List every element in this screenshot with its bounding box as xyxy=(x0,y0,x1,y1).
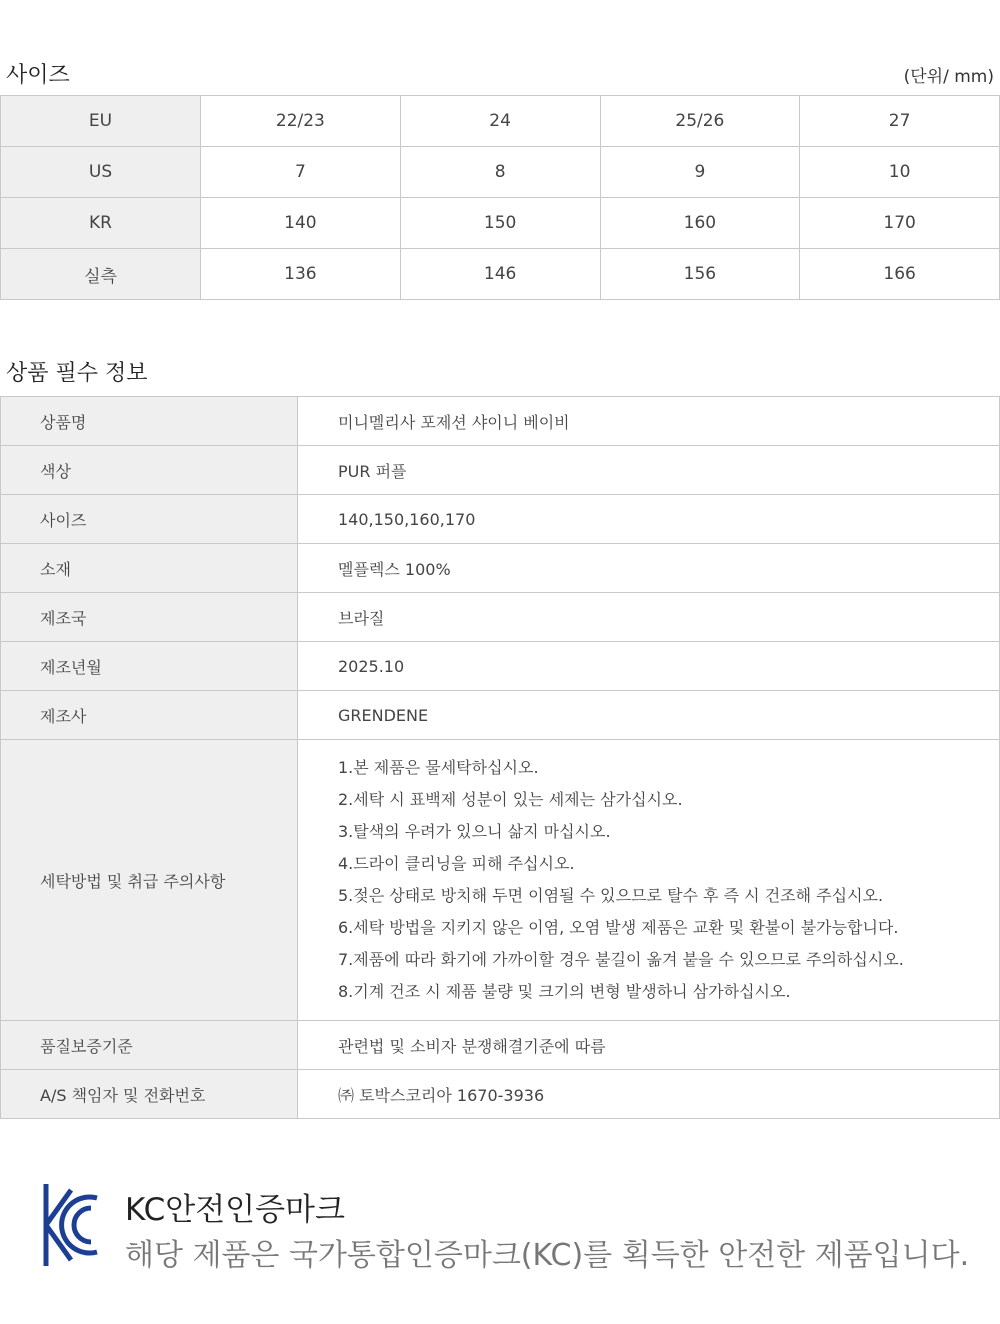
size-row xyxy=(1,96,1000,147)
info-row xyxy=(1,642,1000,691)
size-cell: 10 xyxy=(800,147,1000,198)
info-label: 사이즈 xyxy=(1,495,298,544)
size-unit-label: (단위/ mm) xyxy=(903,67,994,87)
care-instructions xyxy=(298,740,1000,1021)
size-table xyxy=(0,95,1000,300)
info-value: 미니멜리사 포제션 샤이니 베이비 xyxy=(298,397,1000,446)
info-label: 제조사 xyxy=(1,691,298,740)
care-item: 7.제품에 따라 화기에 가까이할 경우 불길이 옮겨 붙을 수 있으므로 주의하십시오. xyxy=(338,950,904,969)
size-cell: 136 xyxy=(201,249,401,300)
size-cell: 27 xyxy=(800,96,1000,147)
info-row xyxy=(1,397,1000,446)
info-row xyxy=(1,593,1000,642)
size-cell: 150 xyxy=(400,198,600,249)
care-row xyxy=(1,740,1000,1021)
kc-description: 해당 제품은 국가통합인증마크(KC)를 획득한 안전한 제품입니다. xyxy=(125,1238,970,1273)
size-row-label: KR xyxy=(1,198,201,249)
size-cell: 22/23 xyxy=(201,96,401,147)
care-item: 3.탈색의 우려가 있으니 삶지 마십시오. xyxy=(338,822,611,841)
size-cell: 25/26 xyxy=(600,96,800,147)
kc-title: KC안전인증마크 xyxy=(125,1192,345,1228)
info-label: A/S 책임자 및 전화번호 xyxy=(1,1070,298,1119)
info-value: 멜플렉스 100% xyxy=(298,544,1000,593)
size-cell: 24 xyxy=(400,96,600,147)
info-label: 제조년월 xyxy=(1,642,298,691)
care-list xyxy=(338,752,998,1008)
size-section-header xyxy=(0,58,1000,89)
info-label: 색상 xyxy=(1,446,298,495)
care-item: 8.기계 건조 시 제품 불량 및 크기의 변형 발생하니 삼가하십시오. xyxy=(338,982,791,1001)
size-row xyxy=(1,249,1000,300)
size-row-label: US xyxy=(1,147,201,198)
size-section-title: 사이즈 xyxy=(6,63,70,88)
info-value: PUR 퍼플 xyxy=(298,446,1000,495)
size-cell: 170 xyxy=(800,198,1000,249)
care-item: 2.세탁 시 표백제 성분이 있는 세제는 삼가십시오. xyxy=(338,790,683,809)
care-item: 1.본 제품은 물세탁하십시오. xyxy=(338,758,539,777)
care-item: 5.젖은 상태로 방치해 두면 이염될 수 있으므로 탈수 후 즉 시 건조해 주십시오. xyxy=(338,886,884,905)
care-item: 4.드라이 클리닝을 피해 주십시오. xyxy=(338,854,575,873)
info-label: 소재 xyxy=(1,544,298,593)
info-value: 140,150,160,170 xyxy=(298,495,1000,544)
info-row xyxy=(1,544,1000,593)
info-row xyxy=(1,1070,1000,1119)
info-row xyxy=(1,495,1000,544)
size-row xyxy=(1,147,1000,198)
size-cell: 160 xyxy=(600,198,800,249)
info-label: 제조국 xyxy=(1,593,298,642)
info-row xyxy=(1,1021,1000,1070)
info-label: 상품명 xyxy=(1,397,298,446)
size-cell: 156 xyxy=(600,249,800,300)
info-value: 브라질 xyxy=(298,593,1000,642)
kc-mark-icon xyxy=(43,1182,99,1268)
care-label: 세탁방법 및 취급 주의사항 xyxy=(1,740,298,1021)
info-value: GRENDENE xyxy=(298,691,1000,740)
info-section-header xyxy=(0,356,1000,387)
product-info-table xyxy=(0,396,1000,1119)
info-value: 2025.10 xyxy=(298,642,1000,691)
kc-certification xyxy=(43,1180,993,1273)
size-cell: 166 xyxy=(800,249,1000,300)
size-cell: 146 xyxy=(400,249,600,300)
info-row xyxy=(1,446,1000,495)
size-cell: 7 xyxy=(201,147,401,198)
info-value: 관련법 및 소비자 분쟁해결기준에 따름 xyxy=(298,1021,1000,1070)
care-item: 6.세탁 방법을 지키지 않은 이염, 오염 발생 제품은 교환 및 환불이 불가능합니다. xyxy=(338,918,899,937)
size-row xyxy=(1,198,1000,249)
size-row-label: EU xyxy=(1,96,201,147)
size-cell: 140 xyxy=(201,198,401,249)
size-cell: 8 xyxy=(400,147,600,198)
size-row-label: 실측 xyxy=(1,249,201,300)
info-section-title: 상품 필수 정보 xyxy=(6,361,148,386)
info-value: ㈜ 토박스코리아 1670-3936 xyxy=(298,1070,1000,1119)
size-cell: 9 xyxy=(600,147,800,198)
info-label: 품질보증기준 xyxy=(1,1021,298,1070)
info-row xyxy=(1,691,1000,740)
